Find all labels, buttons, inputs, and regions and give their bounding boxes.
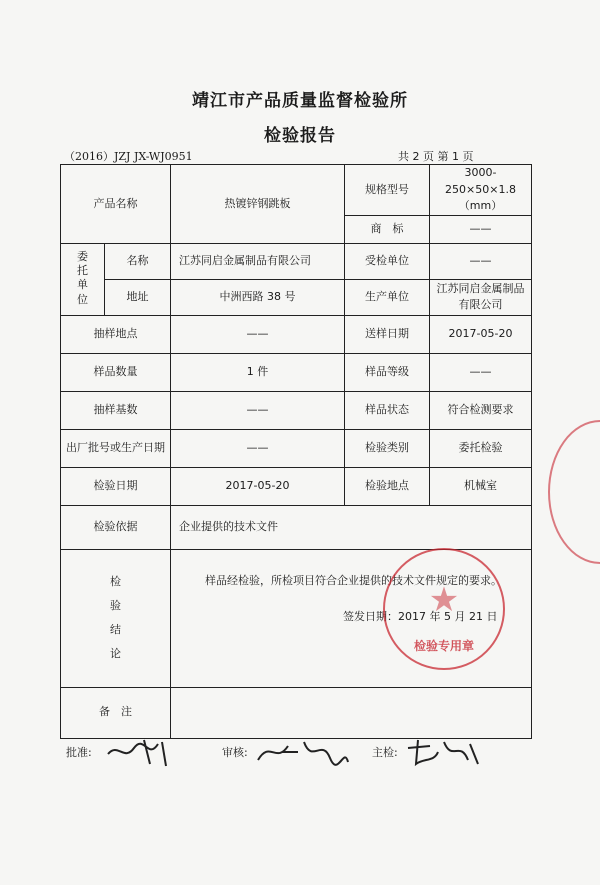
inspection-date-value: 2017-05-20: [171, 467, 345, 505]
examiner-signature: [404, 734, 484, 770]
remark-value: [171, 687, 532, 738]
sampling-place-label: 抽样地点: [61, 315, 171, 353]
basis-label: 检验依据: [61, 505, 171, 549]
report-number: （2016）JZJ JX-WJ0951: [64, 150, 193, 163]
product-name: 热镀锌钢跳板: [171, 165, 345, 244]
sample-grade-label: 样品等级: [345, 353, 430, 391]
examiner-label: 主检:: [372, 746, 398, 759]
institute-title: 靖江市产品质量监督检验所: [192, 91, 408, 111]
page-info: 共 2 页 第 1 页: [398, 150, 474, 163]
client-name: 江苏同启金属制品有限公司: [171, 243, 345, 279]
spec-value: 3000-250×50×1.8（mm）: [430, 165, 532, 216]
inspection-type-label: 检验类别: [345, 429, 430, 467]
basis-value: 企业提供的技术文件: [171, 505, 532, 549]
inspection-place-label: 检验地点: [345, 467, 430, 505]
delivery-date-label: 送样日期: [345, 315, 430, 353]
address-label: 地址: [105, 279, 171, 315]
spec-label: 规格型号: [345, 165, 430, 216]
sampling-place-value: ——: [171, 315, 345, 353]
sample-state-label: 样品状态: [345, 391, 430, 429]
seal-text: 检验专用章: [413, 639, 474, 653]
inspection-seal: [383, 548, 505, 670]
partial-seal: [548, 420, 600, 564]
review-label: 审核:: [222, 746, 248, 759]
sampling-base-value: ——: [171, 391, 345, 429]
sample-grade-value: ——: [430, 353, 532, 391]
report-title: 检验报告: [264, 126, 336, 146]
reviewer-signature: [252, 734, 352, 770]
client-label: 委托单位: [61, 243, 105, 315]
approver-signature: [104, 734, 174, 768]
sign-date: 签发日期：2017 年 5 月 21 日: [343, 610, 498, 623]
sample-qty-value: 1 件: [171, 353, 345, 391]
address-value: 中洲西路 38 号: [171, 279, 345, 315]
batch-label: 出厂批号或生产日期: [61, 429, 171, 467]
sampling-base-label: 抽样基数: [61, 391, 171, 429]
producer-label: 生产单位: [345, 279, 430, 315]
sample-state-value: 符合检测要求: [430, 391, 532, 429]
inspection-type-value: 委托检验: [430, 429, 532, 467]
inspection-date-label: 检验日期: [61, 467, 171, 505]
producer-value: 江苏同启金属制品有限公司: [430, 279, 532, 315]
conclusion-text: 样品经检验，所检项目符合企业提供的技术文件规定的要求。: [205, 574, 502, 587]
product-name-label: 产品名称: [61, 165, 171, 244]
trademark-value: ——: [430, 215, 532, 243]
client-name-label: 名称: [105, 243, 171, 279]
inspection-place-value: 机械室: [430, 467, 532, 505]
seal-star-icon: ★: [428, 580, 460, 620]
recipient-value: ——: [430, 243, 532, 279]
recipient-label: 受检单位: [345, 243, 430, 279]
delivery-date-value: 2017-05-20: [430, 315, 532, 353]
conclusion-label: 检验结论: [61, 549, 171, 687]
sample-qty-label: 样品数量: [61, 353, 171, 391]
approve-label: 批准:: [66, 746, 92, 759]
batch-value: ——: [171, 429, 345, 467]
remark-label: 备 注: [61, 687, 171, 738]
trademark-label: 商 标: [345, 215, 430, 243]
